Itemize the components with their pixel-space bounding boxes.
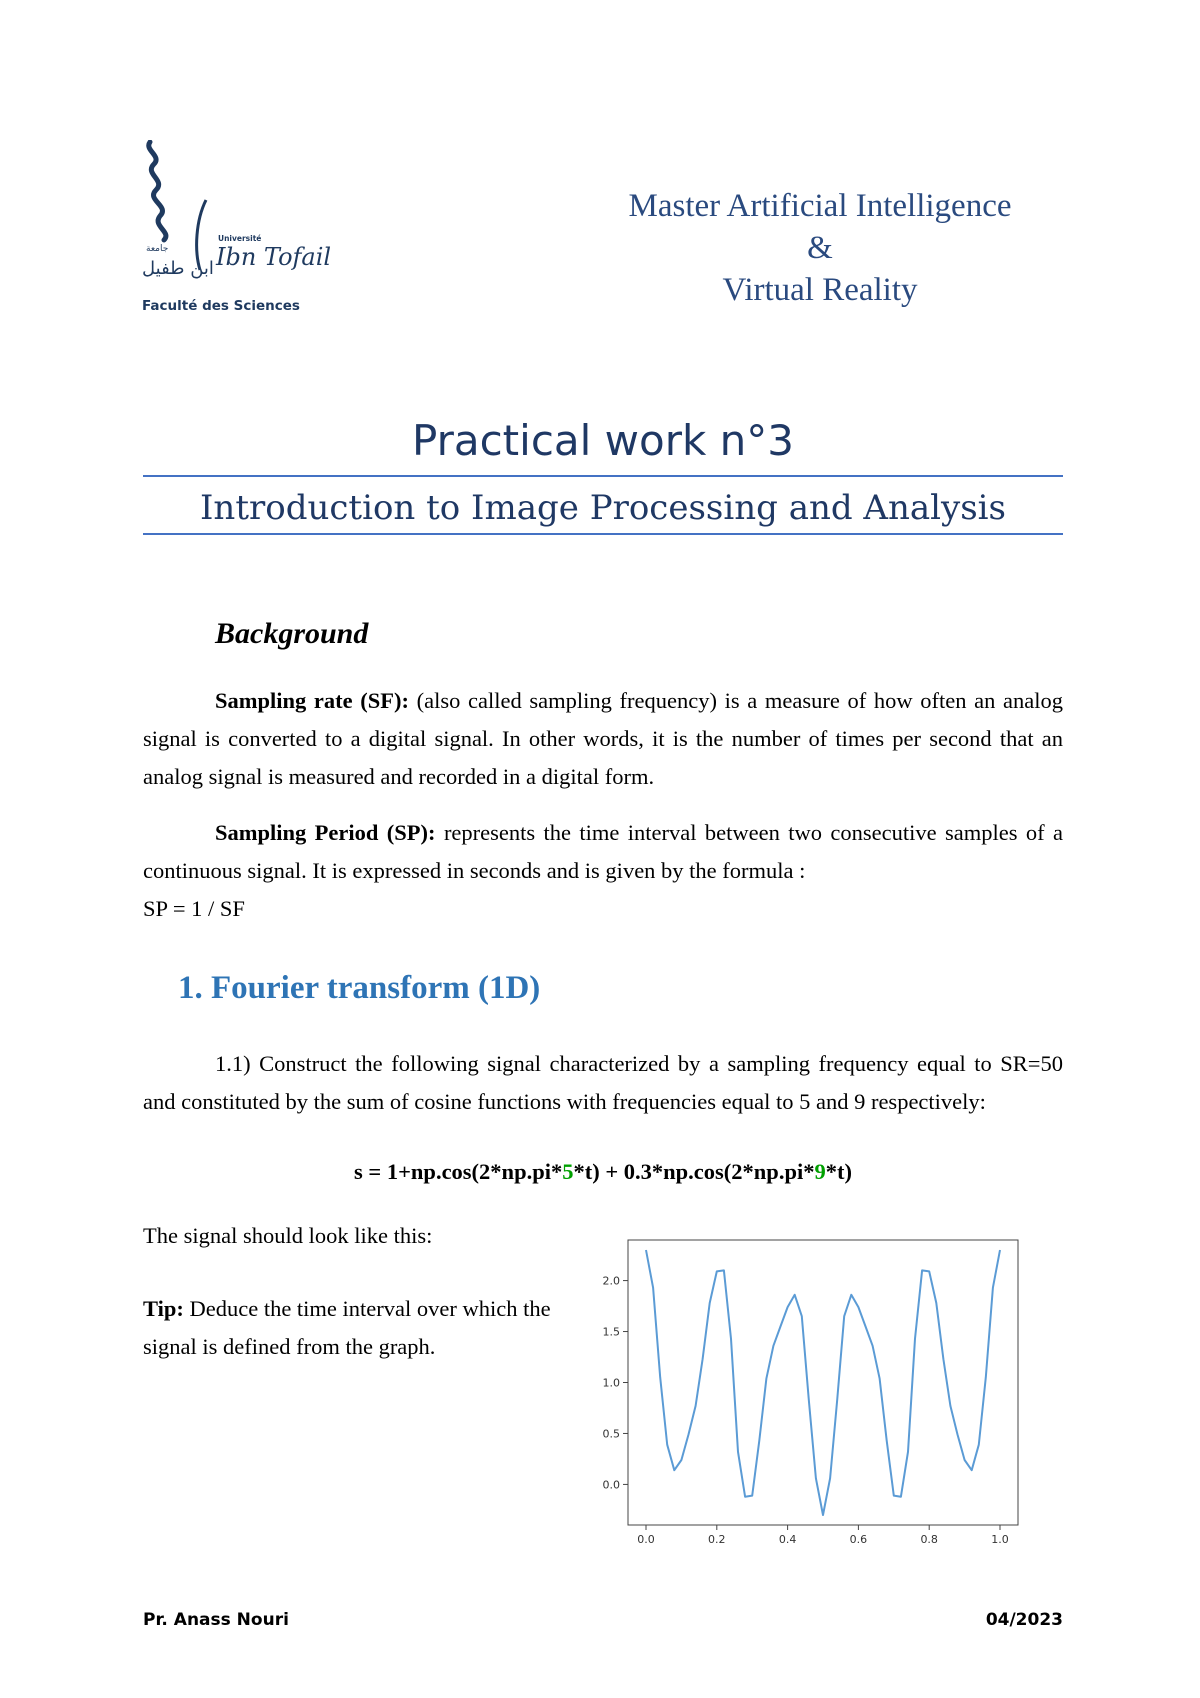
title-divider-bottom — [143, 533, 1063, 535]
page-subtitle: Introduction to Image Processing and Analysis — [199, 488, 1007, 528]
signal-chart — [580, 1230, 1030, 1560]
page-title: Practical work n°3 — [412, 416, 794, 465]
x-tick-label: 1.0 — [991, 1533, 1009, 1546]
signal-intro-text: The signal should look like this: — [143, 1223, 433, 1248]
signal-chart-svg — [580, 1230, 1030, 1560]
formula-part-1: s = 1+np.cos(2*np.pi* — [354, 1159, 563, 1184]
y-tick-label: 0.5 — [602, 1427, 620, 1441]
formula-frequency-1: 5 — [562, 1159, 574, 1184]
x-tick-label: 0.8 — [920, 1533, 938, 1546]
x-tick-label: 0.4 — [778, 1533, 797, 1546]
tip-label: Tip: — [143, 1296, 184, 1321]
background-heading: Background — [215, 617, 369, 650]
y-tick-label: 1.0 — [602, 1376, 620, 1390]
logo-university-small: Université — [218, 234, 262, 243]
logo-university-name: Ibn Tofail — [216, 243, 332, 271]
program-header — [560, 185, 1080, 311]
formula-frequency-2: 9 — [814, 1159, 826, 1184]
question-1-1: 1.1) Construct the following signal characterized by a sampling frequency equal to SR=50 and constituted by the sum of cosine functions with frequencies equal to 5 and 9 respectively: — [143, 1051, 1063, 1114]
sampling-period-term: Sampling Period (SP): — [215, 820, 436, 845]
y-tick-label: 2.0 — [602, 1274, 620, 1288]
footer-date: 04/2023 — [985, 1610, 1063, 1630]
footer-author: Pr. Anass Nouri — [143, 1610, 289, 1630]
logo-arabic-top: جامعة — [146, 244, 169, 254]
formula-part-2: *t) + 0.3*np.cos(2*np.pi* — [573, 1159, 815, 1184]
logo-faculty: Faculté des Sciences — [142, 298, 300, 314]
sampling-period-formula: SP = 1 / SF — [143, 896, 245, 921]
tip-text: Deduce the time interval over which the signal is defined from the graph. — [143, 1296, 551, 1359]
sampling-rate-term: Sampling rate (SF): — [215, 688, 410, 713]
sampling-rate-paragraph — [143, 682, 1063, 796]
sampling-period-paragraph — [143, 814, 1063, 928]
x-tick-label: 0.0 — [637, 1533, 655, 1546]
program-line-3: Virtual Reality — [722, 272, 918, 308]
tip-paragraph — [143, 1290, 563, 1366]
x-tick-label: 0.2 — [708, 1533, 726, 1546]
y-tick-label: 0.0 — [602, 1478, 620, 1492]
sampling-period-text: represents the time interval between two consecutive samples of a continuous signal. It is expressed in seconds and is given by the formula : — [143, 820, 1063, 883]
logo-arabic-name: ابن طفيل — [142, 258, 214, 279]
title-divider-top — [143, 475, 1063, 477]
chart-frame — [628, 1240, 1018, 1525]
x-tick-label: 0.6 — [849, 1533, 868, 1546]
section-heading-fourier: 1. Fourier transform (1D) — [178, 970, 541, 1006]
signal-series-line — [646, 1250, 1000, 1515]
signal-formula — [143, 1159, 1063, 1185]
sampling-rate-text: (also called sampling frequency) is a measure of how often an analog signal is converted to a digital signal. In other words, it is the number of times per second that an analog signal is measured and recorded in a digital form. — [143, 688, 1063, 789]
y-tick-label: 1.5 — [602, 1325, 620, 1339]
university-logo — [136, 140, 332, 325]
program-line-1: Master Artificial Intelligence — [628, 188, 1012, 224]
program-line-2: & — [807, 230, 833, 266]
formula-part-3: *t) — [825, 1159, 852, 1184]
